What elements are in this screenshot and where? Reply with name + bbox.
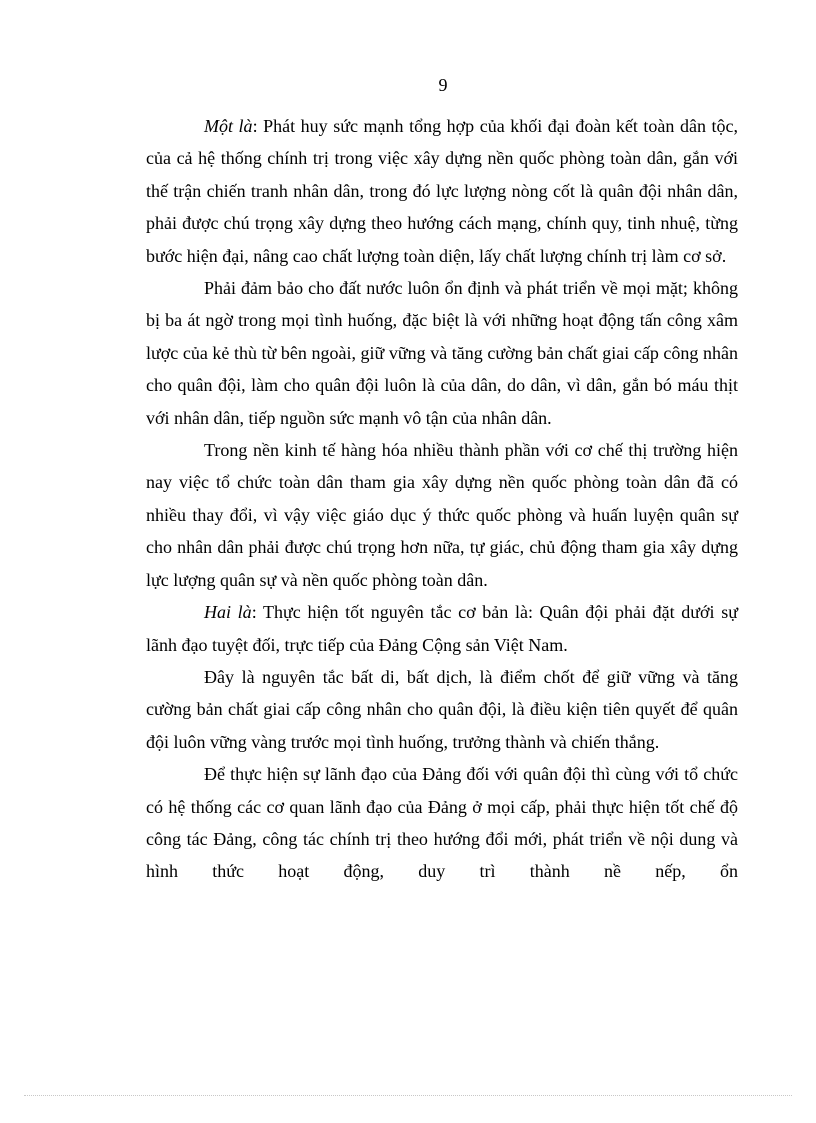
paragraph [146, 661, 738, 758]
paragraph-continued [146, 758, 738, 888]
paragraph-hai-la [146, 596, 738, 661]
paragraph-text: Đây là nguyên tắc bất di, bất dịch, là điểm chốt để giữ vững và tăng cường bản chất giai cấp công nhân cho quân đội, là điều kiện tiên quyết để quân đội luôn vững vàng trước mọi tình huống, trưởng thành và chiến thắng. [146, 666, 738, 752]
paragraph-text: : Thực hiện tốt nguyên tắc cơ bản là: Quân đội phải đặt dưới sự lãnh đạo tuyệt đối, trực tiếp của Đảng Cộng sản Việt Nam. [146, 602, 738, 655]
paragraph-text: Phải đảm bảo cho đất nước luôn ổn định và phát triển về mọi mặt; không bị ba át ngờ trong mọi tình huống, đặc biệt là với những hoạt động tấn công xâm lược của kẻ thù từ bên ngoài, giữ vững và tăng cường bản chất giai cấp công nhân cho quân đội, làm cho quân đội luôn là của dân, do dân, vì dân, gắn bó máu thịt với nhân dân, tiếp nguồn sức mạnh vô tận của nhân dân. [146, 278, 738, 428]
paragraph-text: Để thực hiện sự lãnh đạo của Đảng đối với quân đội thì cùng với tổ chức có hệ thống các cơ quan lãnh đạo của Đảng ở mọi cấp, phải thực hiện tốt chế độ công tác Đảng, công tác chính trị theo hướng đổi mới, phát triển về nội dung và hình thức hoạt động, duy trì thành nề nếp, ổn [146, 764, 738, 882]
paragraph-text: Trong nền kinh tế hàng hóa nhiều thành phần với cơ chế thị trường hiện nay việc tổ chức toàn dân tham gia xây dựng nền quốc phòng toàn dân đã có nhiều thay đổi, vì vậy việc giáo dục ý thức quốc phòng và huấn luyện quân sự cho nhân dân phải được chú trọng hơn nữa, tự giác, chủ động tham gia xây dựng lực lượng quân sự và nền quốc phòng toàn dân. [146, 440, 738, 590]
paragraph-mot-la [146, 110, 738, 272]
paragraph-lead-mot-la: Một là [204, 116, 253, 136]
paragraph-text: : Phát huy sức mạnh tổng hợp của khối đại đoàn kết toàn dân tộc, của cả hệ thống chính trị trong việc xây dựng nền quốc phòng toàn dân, gắn với thế trận chiến tranh nhân dân, trong đó lực lượng nòng cốt là quân đội nhân dân, phải được chú trọng xây dựng theo hướng cách mạng, chính quy, tinh nhuệ, từng bước hiện đại, nâng cao chất lượng toàn diện, lấy chất lượng chính trị làm cơ sở. [146, 116, 739, 266]
document-body [146, 110, 738, 888]
page-footer-divider [24, 1095, 792, 1096]
paragraph [146, 272, 738, 434]
page-number: 9 [438, 75, 448, 95]
paragraph-lead-hai-la: Hai là [204, 602, 252, 623]
paragraph [146, 434, 738, 596]
